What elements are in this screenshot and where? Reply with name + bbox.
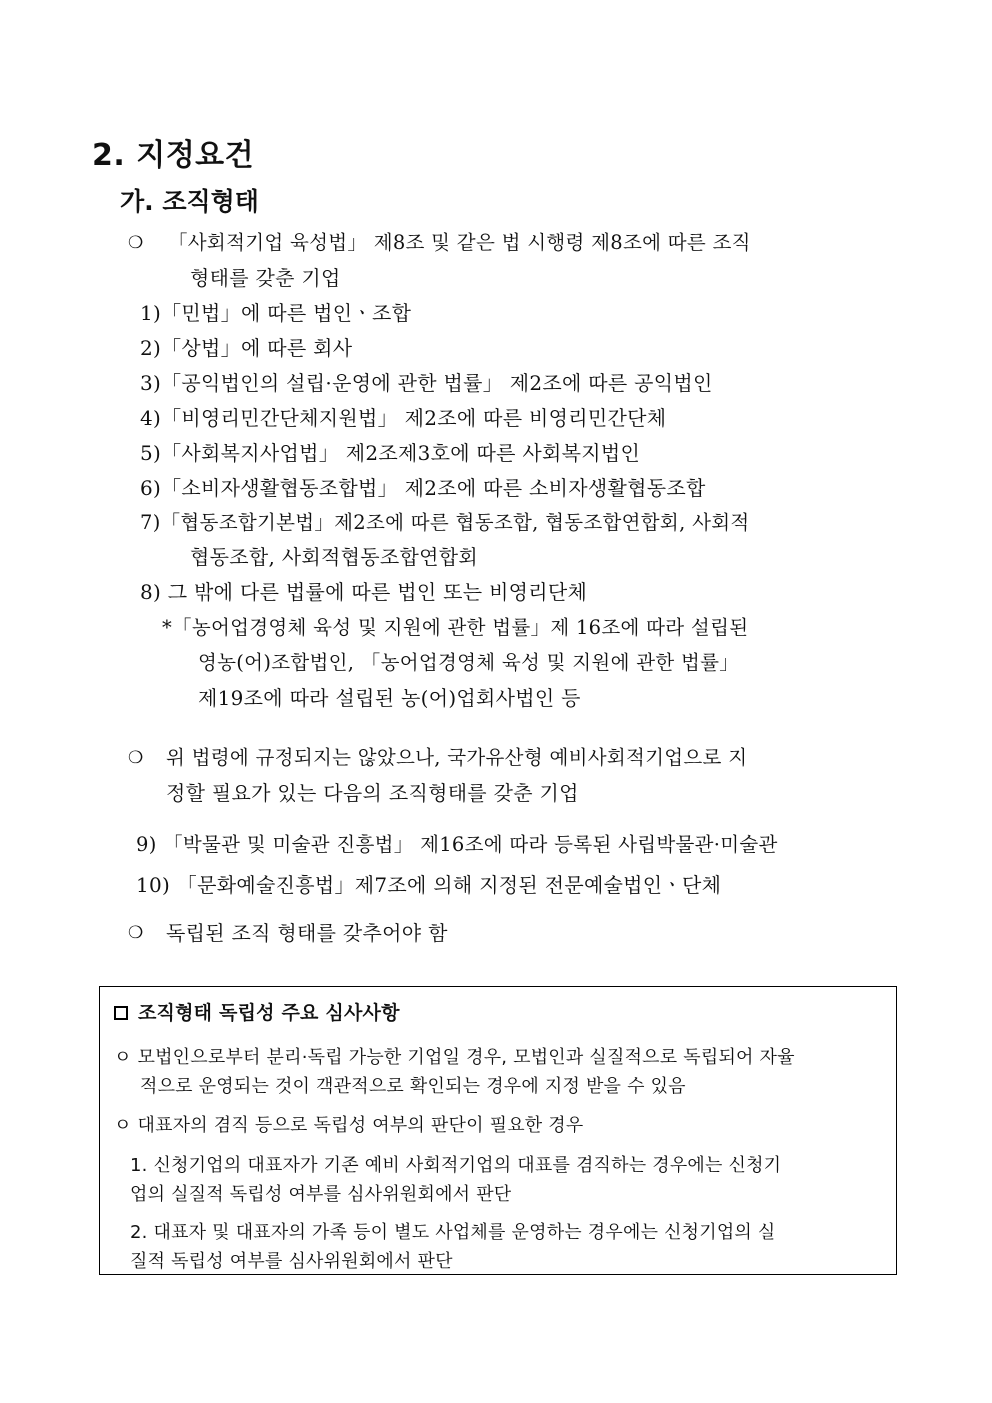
note-line3: 제19조에 따라 설립된 농(어)업회사법인 등 — [198, 686, 581, 710]
list-item-3: 3)「공익법인의 설립·운영에 관한 법률」 제2조에 따른 공익법인 — [140, 371, 713, 395]
box-p1-line1: ㅇ 모법인으로부터 분리·독립 가능한 기업일 경우, 모법인과 실질적으로 독립되어 자율 — [114, 1047, 795, 1068]
list-item-1: 1)「민법」에 따른 법인ㆍ조합 — [140, 301, 412, 325]
box-p3-line1: 1. 신청기업의 대표자가 기존 예비 사회적기업의 대표를 겸직하는 경우에는 신청기 — [130, 1155, 782, 1176]
box-title: 조직형태 독립성 주요 심사사항 — [114, 999, 400, 1027]
list-item-5: 5)「사회복지사업법」 제2조제3호에 따른 사회복지법인 — [140, 441, 641, 465]
list-item-2: 2)「상법」에 따른 회사 — [140, 336, 353, 360]
section-heading: 2. 지정요건 — [92, 138, 255, 173]
list-item-6: 6)「소비자생활협동조합법」 제2조에 따른 소비자생활협동조합 — [140, 476, 706, 500]
box-p4-line2: 질적 독립성 여부를 심사위원회에서 판단 — [130, 1251, 453, 1272]
bullet1-line2: 형태를 갖춘 기업 — [190, 266, 341, 290]
box-p1-line2: 적으로 운영되는 것이 객관적으로 확인되는 경우에 지정 받을 수 있음 — [140, 1076, 686, 1097]
bullet-symbol: ❍ — [128, 748, 144, 768]
note-line1: *「농어업경영체 육성 및 지원에 관한 법률」제 16조에 따라 설립된 — [162, 616, 749, 639]
list-item-7-line2: 협동조합, 사회적협동조합연합회 — [190, 545, 478, 569]
box-p4-line1: 2. 대표자 및 대표자의 가족 등이 별도 사업체를 운영하는 경우에는 신청기업의 실 — [130, 1222, 776, 1243]
checkbox-square-icon — [114, 1006, 128, 1020]
bullet-symbol: ❍ — [128, 233, 144, 253]
list-item-9: 9) 「박물관 및 미술관 진흥법」 제16조에 따라 등록된 사립박물관·미술관 — [136, 833, 778, 856]
note-line2: 영농(어)조합법인, 「농어업경영체 육성 및 지원에 관한 법률」 — [198, 651, 740, 674]
bullet1-line1: 「사회적기업 육성법」 제8조 및 같은 법 시행령 제8조에 따른 조직 — [168, 231, 751, 254]
bullet2-line1: 위 법령에 규정되지는 않았으나, 국가유산형 예비사회적기업으로 지 — [166, 746, 748, 769]
list-item-7-line1: 7)「협동조합기본법」제2조에 따른 협동조합, 협동조합연합회, 사회적 — [140, 511, 750, 534]
bullet-symbol: ❍ — [128, 923, 144, 943]
list-item-8: 8) 그 밖에 다른 법률에 따른 법인 또는 비영리단체 — [140, 580, 588, 604]
bullet3-text: 독립된 조직 형태를 갖추어야 함 — [166, 921, 448, 945]
box-p2: ㅇ 대표자의 겸직 등으로 독립성 여부의 판단이 필요한 경우 — [114, 1115, 584, 1136]
subsection-heading: 가. 조직형태 — [120, 187, 259, 216]
list-item-4: 4)「비영리민간단체지원법」 제2조에 따른 비영리민간단체 — [140, 406, 667, 430]
box-p3-line2: 업의 실질적 독립성 여부를 심사위원회에서 판단 — [130, 1184, 512, 1205]
list-item-10: 10) 「문화예술진흥법」제7조에 의해 지정된 전문예술법인ㆍ단체 — [136, 873, 722, 897]
review-criteria-box — [99, 986, 897, 1275]
bullet2-line2: 정할 필요가 있는 다음의 조직형태를 갖춘 기업 — [166, 781, 579, 805]
